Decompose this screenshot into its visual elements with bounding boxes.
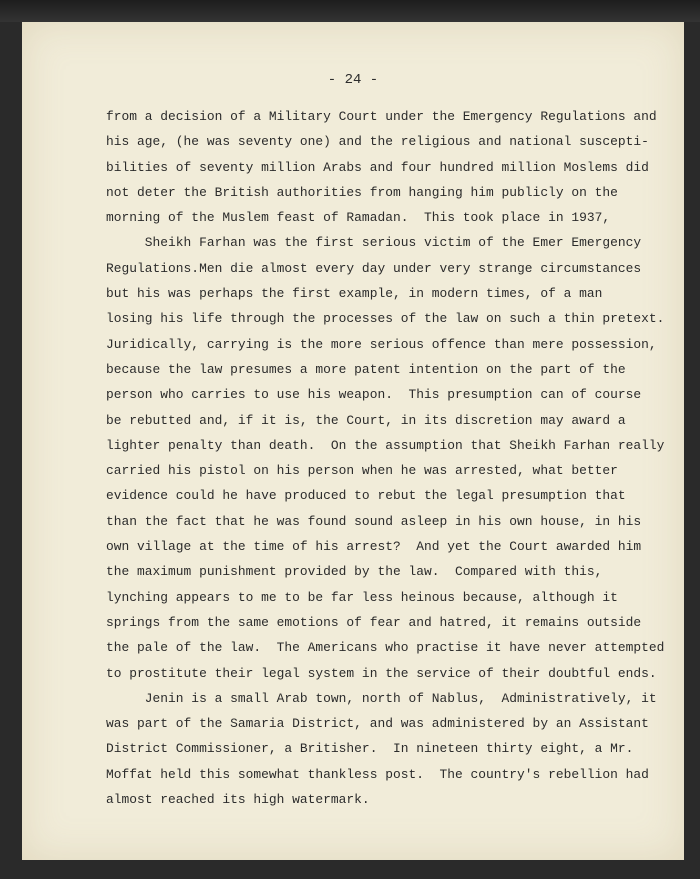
- text-line: from a decision of a Military Court under the Emergency Regulations and: [106, 109, 657, 124]
- scanner-frame: [0, 0, 700, 22]
- text-line: evidence could he have produced to rebut the legal presumption that: [106, 488, 626, 504]
- text-line: losing his life through the processes of the law on such a thin pretext.: [106, 311, 665, 327]
- text-line: person who carries to use his weapon. This presumption can of course: [106, 387, 642, 403]
- text-line: Juridically, carrying is the more serious offence than mere possession,: [106, 336, 657, 352]
- text-line: Moffat held this somewhat thankless post. The country's rebellion had: [106, 766, 649, 782]
- text-line: own village at the time of his arrest? And yet the Court awarded him: [106, 539, 642, 555]
- text-line: District Commissioner, a Britisher. In nineteen thirty eight, a Mr.: [106, 741, 634, 757]
- text-line: but his was perhaps the first example, in modern times, of a man: [106, 286, 603, 302]
- text-line: Jenin is a small Arab town, north of Nablus, Administratively, it: [106, 690, 657, 706]
- text-line: the maximum punishment provided by the law. Compared with this,: [106, 564, 603, 580]
- text-line: lighter penalty than death. On the assumption that Sheikh Farhan really: [106, 437, 665, 453]
- text-line: lynching appears to me to be far less heinous because, although it: [106, 589, 618, 605]
- text-line: than the fact that he was found sound asleep in his own house, in his: [106, 513, 642, 529]
- text-line: his age, (he was seventy one) and the religious and national suscepti-: [106, 134, 649, 150]
- text-line: because the law presumes a more patent intention on the part of the: [106, 361, 626, 377]
- text-line: the pale of the law. The Americans who practise it have never attempted: [106, 640, 665, 656]
- document-page: [22, 22, 684, 860]
- text-line: not deter the British authorities from hanging him publicly on the: [106, 184, 618, 200]
- text-line: bilities of seventy million Arabs and four hundred million Moslems did: [106, 159, 649, 175]
- text-line: Sheikh Farhan was the first serious victim of the Emer Emergency: [106, 235, 642, 251]
- text-line: was part of the Samaria District, and was administered by an Assistant: [106, 716, 649, 732]
- text-line: carried his pistol on his person when he was arrested, what better: [106, 463, 618, 479]
- body-text: [106, 104, 664, 812]
- page-number: - 24 -: [327, 72, 379, 88]
- text-line: springs from the same emotions of fear and hatred, it remains outside: [106, 614, 642, 630]
- text-line: be rebutted and, if it is, the Court, in its discretion may award a: [106, 412, 626, 428]
- text-line: almost reached its high watermark.: [106, 792, 370, 808]
- text-line: to prostitute their legal system in the service of their doubtful ends.: [106, 665, 657, 681]
- text-line: morning of the Muslem feast of Ramadan. This took place in 1937,: [106, 210, 611, 226]
- text-line: Regulations.Men die almost every day under very strange circumstances: [106, 260, 642, 276]
